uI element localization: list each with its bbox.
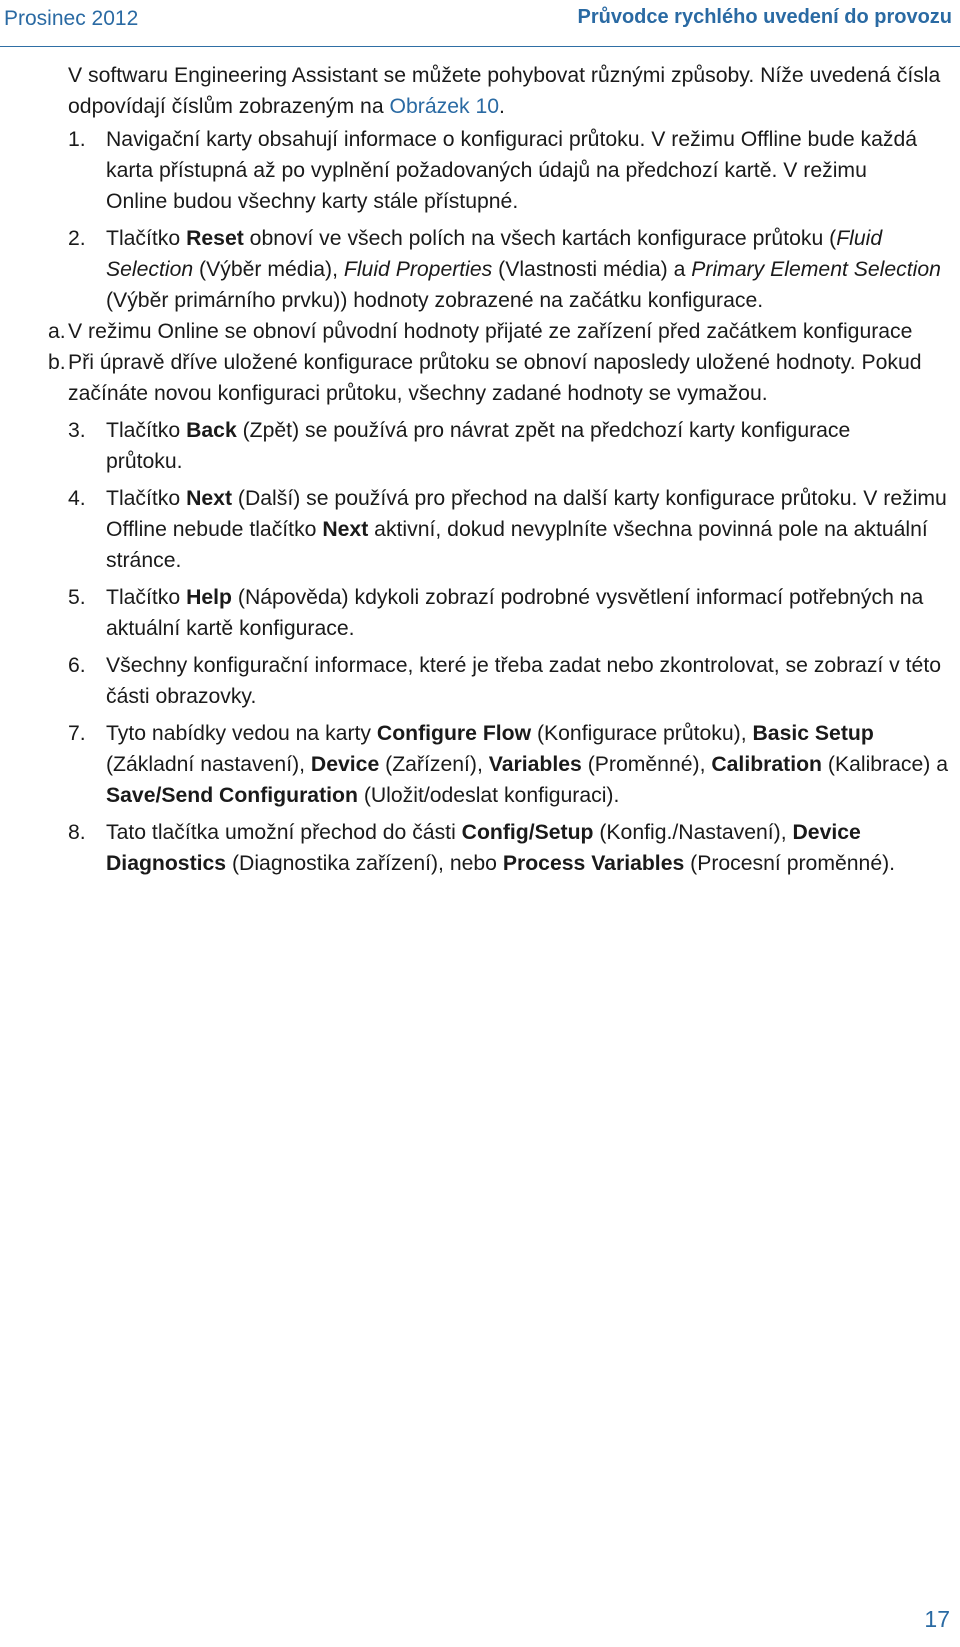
- list-item-number: 8.: [68, 821, 86, 844]
- list-item-2: [68, 223, 953, 316]
- configure-flow-term: Configure Flow: [376, 722, 532, 745]
- figure-reference-link[interactable]: Obrázek 10: [389, 95, 500, 118]
- text-segment: (Zařízení),: [379, 753, 489, 776]
- list-item-text: [106, 582, 953, 644]
- list-item-5: [68, 582, 953, 644]
- list-item-number: 5.: [68, 586, 86, 609]
- basic-setup-term: Basic Setup: [752, 722, 874, 745]
- list-item-text: Při úpravě dříve uložené konfigurace průtoku se obnoví naposledy uložené hodnoty. Pokud začínáte novou konfiguraci průtoku, všechny zadané hodnoty se vymažou.: [68, 351, 922, 405]
- text-segment: (Proměnné),: [581, 753, 712, 776]
- device-diagnostics-term: Device Diagnostics: [106, 821, 861, 875]
- list-item-text: Všechny konfigurační informace, které je třeba zadat nebo zkontrolovat, se zobrazí v této části obrazovky.: [106, 654, 942, 708]
- text-segment: Tlačítko: [106, 487, 187, 510]
- page-header: [0, 0, 960, 47]
- text-segment: (Diagnostika zařízení), nebo: [226, 852, 503, 875]
- list-item-text: [106, 223, 953, 316]
- header-title: Průvodce rychlého uvedení do provozu: [577, 6, 952, 28]
- text-segment: Tlačítko: [106, 586, 187, 609]
- list-item-text: [106, 718, 953, 811]
- list-subitem-a: [48, 316, 953, 347]
- text-segment: (Konfig./Nastavení),: [593, 821, 793, 844]
- text-segment: Tlačítko: [106, 227, 187, 250]
- next-term: Next: [322, 518, 369, 541]
- device-term: Device: [310, 753, 380, 776]
- text-segment: (Výběr média),: [193, 258, 344, 281]
- text-segment: (Výběr primárního prvku)) hodnoty zobrazené na začátku konfigurace.: [106, 289, 764, 312]
- list-item-6: [68, 650, 953, 712]
- list-item-text: [106, 817, 953, 879]
- list-item-3: [68, 415, 953, 477]
- save-send-configuration-term: Save/Send Configuration: [106, 784, 358, 807]
- text-segment: (Další) se používá pro přechod na další karty konfigurace průtoku. V režimu Offline nebude tlačítko: [106, 487, 947, 541]
- list-subitem-b: [48, 347, 953, 409]
- list-item-8: [68, 817, 953, 879]
- text-segment: (Uložit/odeslat konfiguraci).: [357, 784, 620, 807]
- process-variables-term: Process Variables: [502, 852, 685, 875]
- help-term: Help: [186, 586, 232, 609]
- text-segment: Tato tlačítka umožní přechod do části: [106, 821, 462, 844]
- list-item-4: [68, 483, 953, 576]
- text-segment: (Konfigurace průtoku),: [531, 722, 753, 745]
- list-item-number: 2.: [68, 227, 86, 250]
- list-item-7: [68, 718, 953, 811]
- list-item-text: V režimu Online se obnoví původní hodnoty přijaté ze zařízení před začátkem konfigurace: [68, 320, 913, 343]
- variables-term: Variables: [488, 753, 582, 776]
- list-item-number: 7.: [68, 722, 86, 745]
- page-number: 17: [924, 1606, 950, 1632]
- text-segment: (Procesní proměnné).: [684, 852, 896, 875]
- text-segment: (Vlastnosti média) a: [492, 258, 692, 281]
- list-item-text: Navigační karty obsahují informace o konfiguraci průtoku. V režimu Offline bude každá karta přístupná až po vyplnění požadovaných údajů na předchozí kartě. V režimu Online budou všechny karty stále přístupné.: [106, 128, 918, 213]
- back-term: Back: [186, 419, 237, 442]
- text-segment: Tlačítko: [106, 419, 187, 442]
- text-segment: (Kalibrace) a: [822, 753, 948, 776]
- list-item-number: 4.: [68, 487, 86, 510]
- intro-paragraph: [68, 60, 953, 122]
- list-item-1: [68, 124, 953, 217]
- next-term: Next: [186, 487, 233, 510]
- config-setup-term: Config/Setup: [461, 821, 594, 844]
- list-item-number: a.: [48, 320, 66, 343]
- primary-element-selection-term: Primary Element Selection: [691, 258, 941, 281]
- text-segment: (Nápověda) kdykoli zobrazí podrobné vysvětlení informací potřebných na aktuální kartě konfigurace.: [106, 586, 924, 640]
- list-item-number: 6.: [68, 654, 86, 677]
- text-segment: (Zpět) se používá pro návrat zpět na předchozí karty konfigurace průtoku.: [106, 419, 851, 473]
- text-segment: Tyto nabídky vedou na karty: [106, 722, 377, 745]
- header-date: Prosinec 2012: [4, 7, 139, 30]
- intro-end: .: [499, 95, 505, 118]
- fluid-properties-term: Fluid Properties: [343, 258, 493, 281]
- list-item-text: [106, 483, 953, 576]
- calibration-term: Calibration: [711, 753, 822, 776]
- text-segment: obnoví ve všech polích na všech kartách konfigurace průtoku (: [243, 227, 837, 250]
- text-segment: (Základní nastavení),: [106, 753, 311, 776]
- reset-term: Reset: [186, 227, 244, 250]
- list-item-number: 1.: [68, 128, 86, 151]
- list-item-number: 3.: [68, 419, 86, 442]
- list-item-text: [106, 415, 953, 477]
- intro-text: V softwaru Engineering Assistant se můžete pohybovat různými způsoby. Níže uvedená čísla odpovídají číslům zobrazeným na: [68, 64, 941, 118]
- list-item-number: b.: [48, 351, 66, 374]
- text-segment: aktivní, dokud nevyplníte všechna povinná pole na aktuální stránce.: [106, 518, 928, 572]
- fluid-selection-term: Fluid Selection: [106, 227, 883, 281]
- document-body: [48, 60, 953, 879]
